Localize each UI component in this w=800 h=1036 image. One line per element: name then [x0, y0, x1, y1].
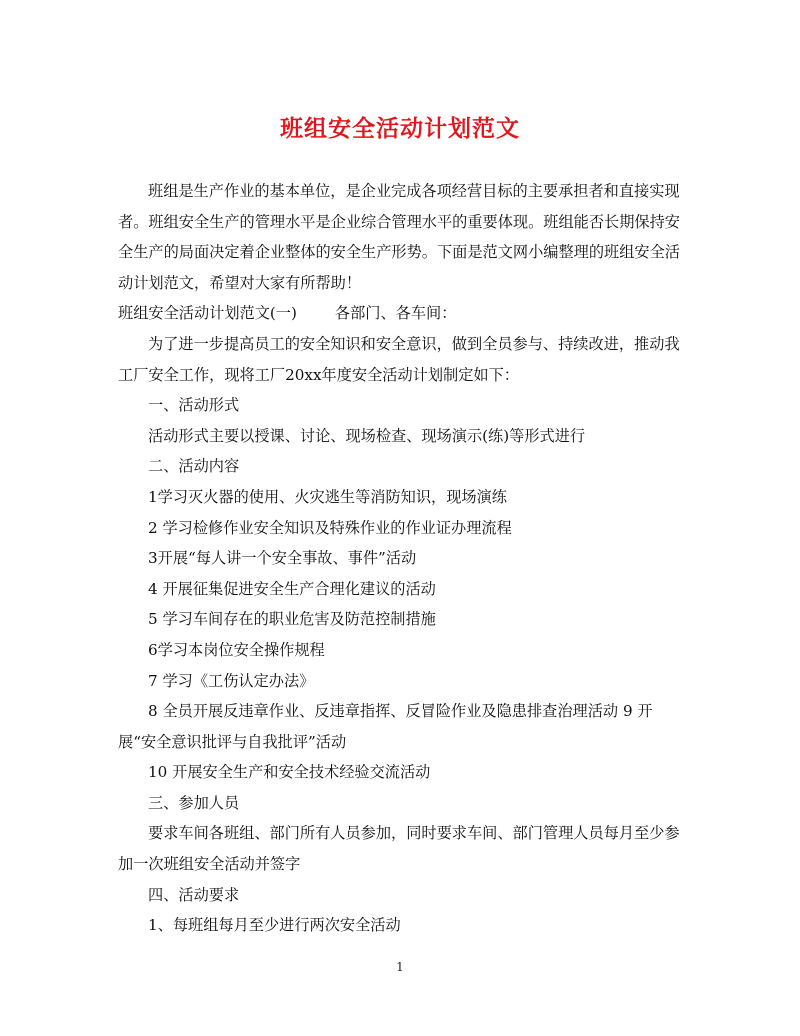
list-item: 7 学习《工伤认定办法》: [148, 671, 315, 690]
section-heading-2: 二、活动内容: [148, 457, 240, 476]
list-item: 3开展“每人讲一个安全事故、事件”活动: [148, 549, 417, 568]
subtitle: 班组安全活动计划范文(一): [118, 304, 297, 323]
document-title: 班组安全活动计划范文: [280, 115, 520, 142]
section-text-1: 活动形式主要以授课、讨论、现场检查、现场演示(练)等形式进行: [148, 426, 586, 445]
salutation: 各部门、各车间：: [334, 304, 457, 323]
section-heading-1: 一、活动形式: [148, 396, 240, 415]
page-number: 1: [396, 960, 404, 974]
list-item: 4 开展征集促进安全生产合理化建议的活动: [148, 579, 436, 598]
section-heading-3: 三、参加人员: [148, 793, 240, 812]
opening-paragraph: 为了进一步提高员工的安全知识和安全意识，做到全员参与、持续改进，推动我工厂安全工作，现将工厂20xx年度安全活动计划制定如下：: [118, 334, 680, 384]
intro-paragraph: 班组是生产作业的基本单位，是企业完成各项经营目标的主要承担者和直接实现者。班组安全生产的管理水平是企业综合管理水平的重要体现。班组能否长期保持安全生产的局面决定着企业整体的安全生产形势。下面是范文网小编整理的班组安全活动计划范文，希望对大家有所帮助！: [118, 182, 680, 292]
document-body: [118, 176, 686, 941]
list-item: 10 开展安全生产和安全技术经验交流活动: [148, 763, 431, 782]
list-item: 5 学习车间存在的职业危害及防范控制措施: [148, 610, 436, 629]
list-item: 6学习本岗位安全操作规程: [148, 640, 325, 659]
list-item: 1学习灭火器的使用、火灾逃生等消防知识，现场演练: [148, 487, 507, 506]
list-item: 8 全员开展反违章作业、反违章指挥、反冒险作业及隐患排查治理活动 9 开展“安全意识批评与自我批评”活动: [118, 702, 653, 751]
section-item-4-1: 1、每班组每月至少进行两次安全活动: [148, 916, 401, 935]
section-text-3: 要求车间各班组、部门所有人员参加，同时要求车间、部门管理人员每月至少参加一次班组安全活动并签字: [118, 824, 680, 874]
list-item: 2 学习检修作业安全知识及特殊作业的作业证办理流程: [148, 518, 512, 537]
subtitle-line: [118, 298, 686, 329]
section-heading-4: 四、活动要求: [148, 885, 240, 904]
